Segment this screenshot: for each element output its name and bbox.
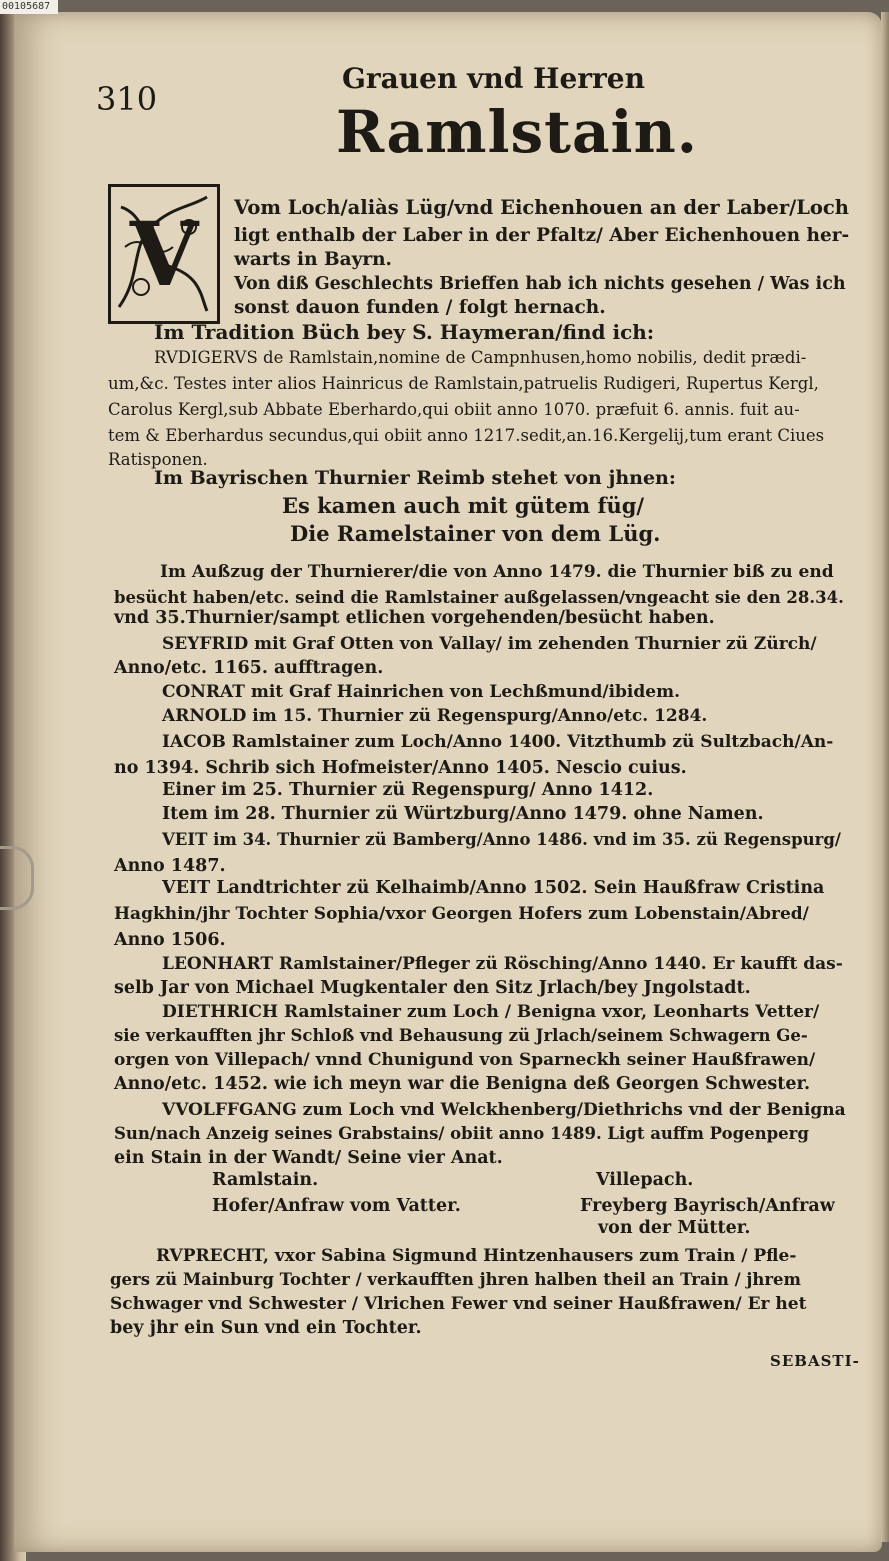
running-head: Grauen vnd Herren (342, 62, 645, 95)
text-line: VEIT Landtrichter zü Kelhaimb/Anno 1502. Sein Haußfraw Cristina (162, 878, 825, 898)
ancestor-left: Ramlstain. (212, 1170, 319, 1190)
text-line: bey jhr ein Sun vnd ein Tochter. (110, 1318, 422, 1338)
text-line: Anno/etc. 1165. aufftragen. (114, 658, 384, 678)
page-number: 310 (96, 80, 158, 118)
text-line: no 1394. Schrib sich Hofmeister/Anno 1405. Nescio cuius. (114, 758, 687, 778)
text-line: Anno 1506. (114, 930, 226, 950)
text-line: Sun/nach Anzeig seines Grabstains/ obiit anno 1489. Ligt auffm Pogenperg (114, 1124, 809, 1143)
text-line: Schwager vnd Schwester / Vlrichen Fewer vnd seiner Haußfrawen/ Er het (110, 1294, 807, 1314)
text-line: Hagkhin/jhr Tochter Sophia/vxor Georgen Hofers zum Lobenstain/Abred/ (114, 904, 809, 924)
text-line: RVPRECHT, vxor Sabina Sigmund Hintzenhausers zum Train / Pfle- (156, 1246, 797, 1266)
page-title: Ramlstain. (336, 98, 698, 166)
text-line: sonst dauon funden / folgt hernach. (234, 297, 606, 318)
text-line: ARNOLD im 15. Thurnier zü Regenspurg/Anno/etc. 1284. (162, 706, 708, 726)
text-line: Einer im 25. Thurnier zü Regenspurg/ Anno 1412. (162, 780, 654, 800)
verse-line: Die Ramelstainer von dem Lüg. (290, 521, 661, 546)
text-line: ligt enthalb der Laber in der Pfaltz/ Aber Eichenhouen her- (234, 225, 850, 246)
text-line: vnd 35.Thurnier/sampt etlichen vorgehenden/besücht haben. (114, 608, 715, 628)
catchword: SEBASTI- (770, 1352, 860, 1370)
text-line: Von diß Geschlechts Brieffen hab ich nichts gesehen / Was ich (234, 274, 846, 294)
text-line: ein Stain in der Wandt/ Seine vier Anat. (114, 1148, 503, 1168)
verse-line: Es kamen auch mit gütem füg/ (282, 493, 645, 518)
latin-line: Carolus Kergl,sub Abbate Eberhardo,qui obiit anno 1070. præfuit 6. annis. fuit au- (108, 400, 800, 419)
ancestor-right: Freyberg Bayrisch/Anfraw (580, 1196, 835, 1216)
text-line: Anno 1487. (114, 856, 226, 876)
text-line: sie verkaufften jhr Schloß vnd Behausung zü Jrlach/seinem Schwagern Ge- (114, 1026, 808, 1045)
text-line: gers zü Mainburg Tochter / verkaufften jhren halben theil an Train / jhrem (110, 1270, 801, 1289)
text-line: VEIT im 34. Thurnier zü Bamberg/Anno 1486. vnd im 35. zü Regenspurg/ (162, 830, 841, 849)
text-line: SEYFRID mit Graf Otten von Vallay/ im zehenden Thurnier zü Zürch/ (162, 634, 817, 654)
text-line: Vom Loch/aliàs Lüg/vnd Eichenhouen an der Laber/Loch (234, 196, 849, 219)
text-line: selb Jar von Michael Mugkentaler den Sitz Jrlach/bey Jngolstadt. (114, 978, 751, 998)
latin-line: RVDIGERVS de Ramlstain,nomine de Campnhusen,homo nobilis, dedit prædi- (154, 348, 807, 367)
text-line: LEONHART Ramlstainer/Pfleger zü Rösching/Anno 1440. Er kaufft das- (162, 954, 843, 974)
latin-line: tem & Eberhardus secundus,qui obiit anno 1217.sedit,an.16.Kergelij,tum erant Ciues (108, 426, 825, 445)
text-line: Im Bayrischen Thurnier Reimb stehet von jhnen: (154, 467, 676, 489)
ancestor-right: Villepach. (596, 1170, 694, 1190)
decorated-initial (108, 184, 220, 324)
text-line: Im Außzug der Thurnierer/die von Anno 1479. die Thurnier biß zu end (160, 562, 834, 582)
text-line: warts in Bayrn. (234, 249, 392, 270)
text-line: Item im 28. Thurnier zü Würtzburg/Anno 1479. ohne Namen. (162, 804, 764, 824)
text-line: IACOB Ramlstainer zum Loch/Anno 1400. Vitzthumb zü Sultzbach/An- (162, 732, 834, 752)
text-line: VVOLFFGANG zum Loch vnd Welckhenberg/Diethrichs vnd der Benigna (162, 1100, 846, 1120)
latin-line: um,&c. Testes inter alios Hainricus de Ramlstain,patruelis Rudigeri, Rupertus Kergl, (108, 374, 819, 393)
initial-letter: V (129, 202, 199, 306)
latin-line: Ratisponen. (108, 450, 208, 469)
text-line: Anno/etc. 1452. wie ich meyn war die Benigna deß Georgen Schwester. (114, 1074, 811, 1094)
ancestor-right: von der Mütter. (598, 1218, 751, 1238)
text-line: orgen von Villepach/ vnnd Chunigund von Sparneckh seiner Haußfrawen/ (114, 1050, 816, 1070)
text-line: DIETHRICH Ramlstainer zum Loch / Benigna vxor, Leonharts Vetter/ (162, 1002, 820, 1022)
scan-id-label: 00105687 (0, 0, 58, 14)
text-line: CONRAT mit Graf Hainrichen von Lechßmund/ibidem. (162, 682, 680, 702)
text-line: Im Tradition Büch bey S. Haymeran/find ich: (154, 320, 655, 344)
text-line: besücht haben/etc. seind die Ramlstainer außgelassen/vngeacht sie den 28.34. (114, 588, 844, 607)
ancestor-left: Hofer/Anfraw vom Vatter. (212, 1196, 461, 1216)
